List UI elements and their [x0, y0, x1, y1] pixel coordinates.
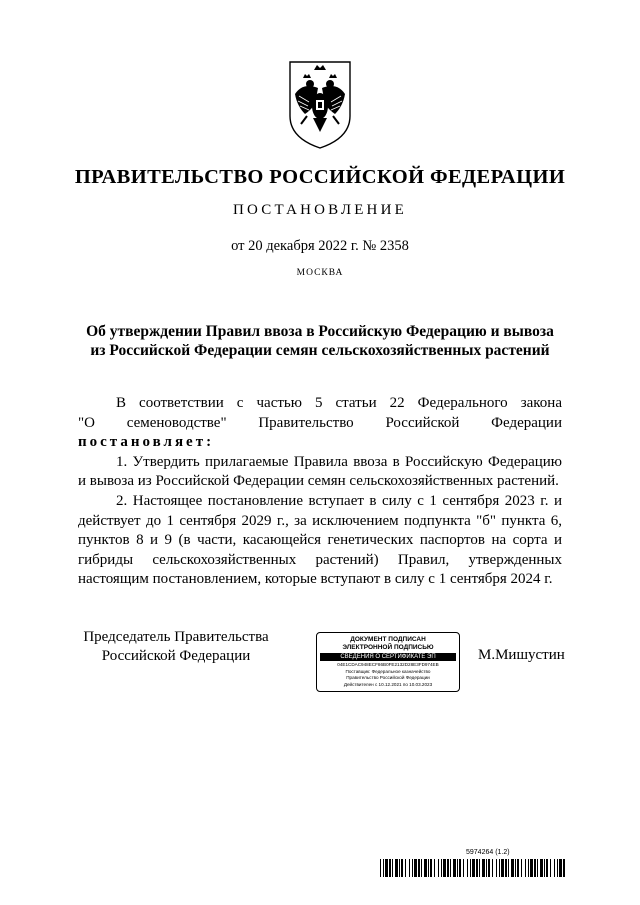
coat-of-arms-icon	[285, 58, 355, 150]
intro-line-1: В соответствии с частью 5 статьи 22 Федерального закона	[116, 395, 562, 411]
signatory-name: М.Мишустин	[478, 647, 565, 663]
stamp-certificate-bar: СВЕДЕНИЯ О СЕРТИФИКАТЕ ЭП	[320, 653, 456, 661]
subject-line-2: из Российской Федерации семян сельскохозяйственных растений	[90, 342, 550, 359]
document-type: ПОСТАНОВЛЕНИЕ	[233, 202, 407, 218]
position-line-1: Председатель Правительства	[83, 629, 269, 645]
stamp-validity: Действителен с 10.12.2021 по 10.03.2023	[343, 681, 433, 687]
intro-line-2: "О семеноводстве" Правительство Российской Федерации	[78, 414, 562, 431]
barcode-icon	[380, 859, 566, 877]
document-date-number: от 20 декабря 2022 г. № 2358	[231, 238, 409, 254]
electronic-signature-stamp	[316, 632, 460, 692]
document-subject	[0, 322, 640, 360]
item-2: 2. Настоящее постановление вступает в силу с 1 сентября 2023 г. и действует до 1 сентября 2029 г., за исключением подпункта "б" пункта 6, пунктов 8 и 9 (в части, касающейся генетических паспортов на сорта и гибриды сельскохозяйственных растений) Правил, утвержденных настоящим постановлением, которые вступают в силу с 1 сентября 2024 г.	[78, 492, 562, 588]
stamp-line-1: ДОКУМЕНТ ПОДПИСАН	[350, 636, 426, 643]
stamp-title	[317, 636, 459, 652]
stamp-issuer-2: Правительство Российской Федерации	[346, 675, 430, 681]
subject-line-1: Об утверждении Правил ввоза в Российскую Федерацию и вывоза	[86, 323, 554, 340]
item-1: 1. Утвердить прилагаемые Правила ввоза в Российскую Федерацию и вывоза из Российской Федерации семян сельскохозяйственных растений.	[78, 453, 562, 490]
government-title: ПРАВИТЕЛЬСТВО РОССИЙСКОЙ ФЕДЕРАЦИИ	[74, 166, 566, 188]
barcode-number: 5974264 (1.2)	[466, 849, 510, 856]
stamp-serial: 04E1CDAC948ECF86B0FE2132D28E3FD974EB	[337, 662, 439, 667]
document-body	[78, 394, 562, 590]
signatory-position	[78, 628, 274, 666]
position-line-2: Российской Федерации	[101, 648, 251, 664]
decree-word: постановляет:	[78, 434, 215, 451]
document-city: МОСКВА	[296, 268, 344, 278]
stamp-issuer-1: Поставщик: Федеральное казначейство	[345, 668, 431, 674]
stamp-line-2: ЭЛЕКТРОННОЙ ПОДПИСЬЮ	[342, 644, 434, 651]
